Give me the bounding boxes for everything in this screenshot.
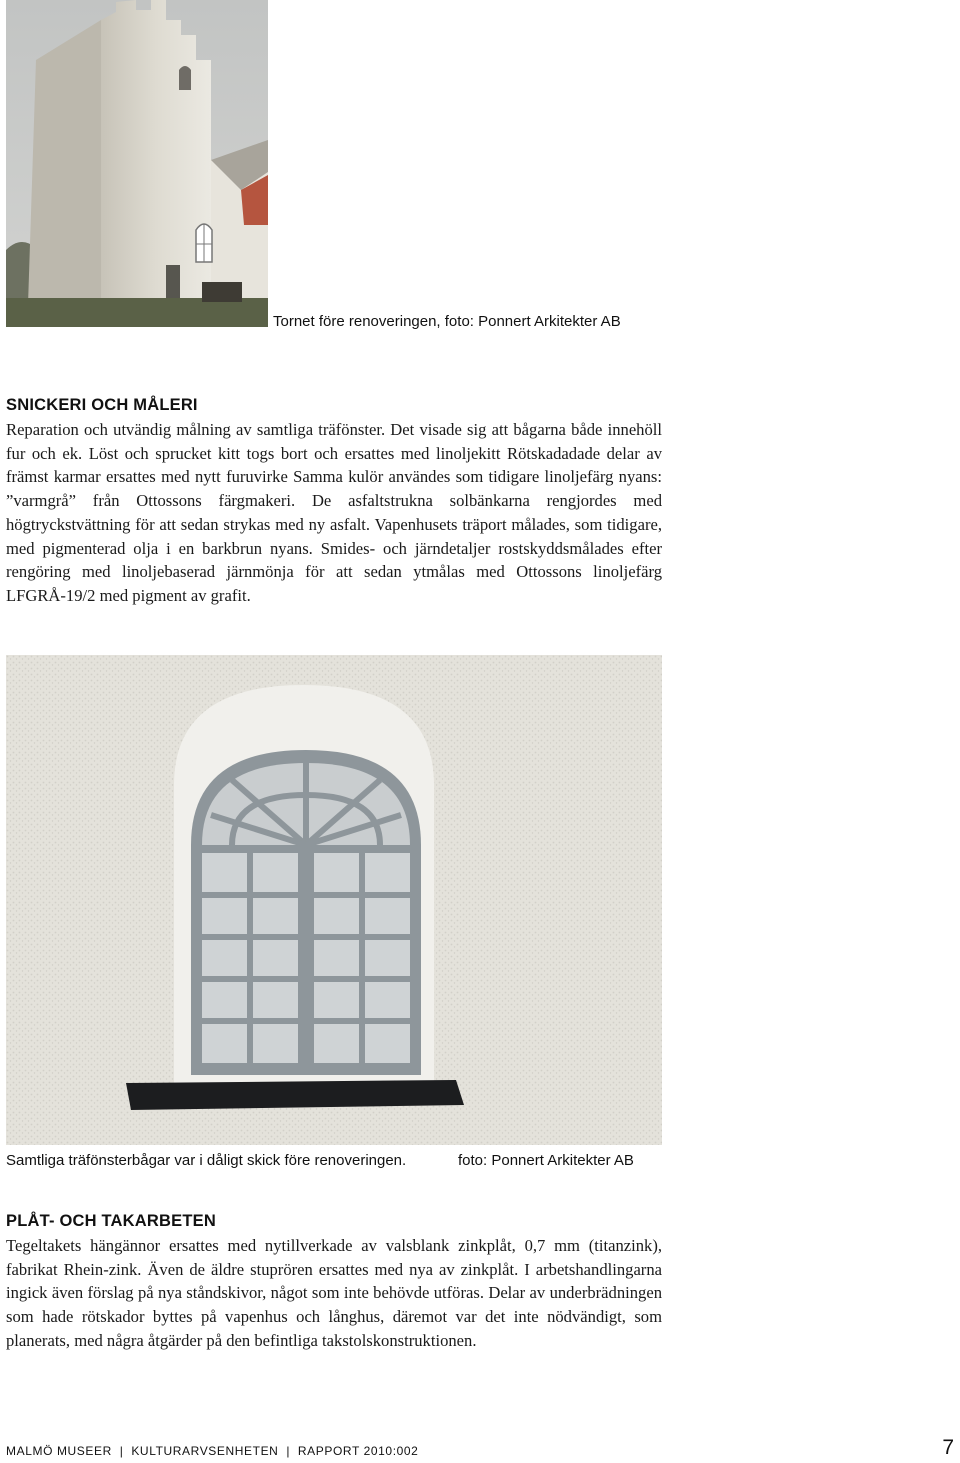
section-text-plat: Tegeltakets hängännor ersattes med nytillverkade av valsblank zinkplåt, 0,7 mm (titanzink), fabrikat Rhein-zink. Även de äldre stuprören ersattes med nya av zinkplåt. I arbetshandlingarna ingick även förslag på nya ståndskivor, något som inte behövde utföras. Delar av underbrädningen som hade rötskador byttes på vapenhus och långhus, däremot var det inte nödvändigt, som planerats, med några åtgärder på den befintliga takstolskonstruktionen. (6, 1236, 662, 1350)
page-number: 7 (942, 1436, 954, 1459)
window-photo-credit: foto: Ponnert Arkitekter AB (458, 1152, 634, 1169)
section-heading-plat: PLÅT- OCH TAKARBETEN (6, 1212, 216, 1230)
window-photo (6, 655, 662, 1145)
page-footer: MALMÖ MUSEER | KULTURARVSENHETEN | RAPPORT 2010:002 (6, 1444, 419, 1458)
tower-photo (6, 0, 268, 327)
tower-photo-caption: Tornet före renoveringen, foto: Ponnert Arkitekter AB (273, 313, 621, 330)
section-heading-snickeri: SNICKERI OCH MÅLERI (6, 396, 198, 414)
section-text-snickeri: Reparation och utvändig målning av samtliga träfönster. Det visade sig att bågarna både innehöll fur och ek. Löst och sprucket kitt togs bort och ersattes med linoljekitt Rötskadadade delar av främst karmar ersattes med nytt furuvirke Samma kulör användes som tidigare linoljefärg nyans: ”varmgrå” från Ottossons färgmakeri. De asfaltstrukna solbänkarna rengjordes med högtryckstvättning för att sedan strykas med ny asfalt. Vapenhusets träport målades, som tidigare, med pigmenterad olja i en barkbrun nyans. Smides- och järndetaljer rostskyddsmålades efter rengöring med linoljebaserad järnmönja för att sedan ytmålas med Ottossons linoljefärg LFGRÅ-19/2 med pigment av grafit. (6, 420, 662, 605)
window-photo-caption: Samtliga träfönsterbågar var i dåligt skick före renoveringen. (6, 1152, 407, 1169)
